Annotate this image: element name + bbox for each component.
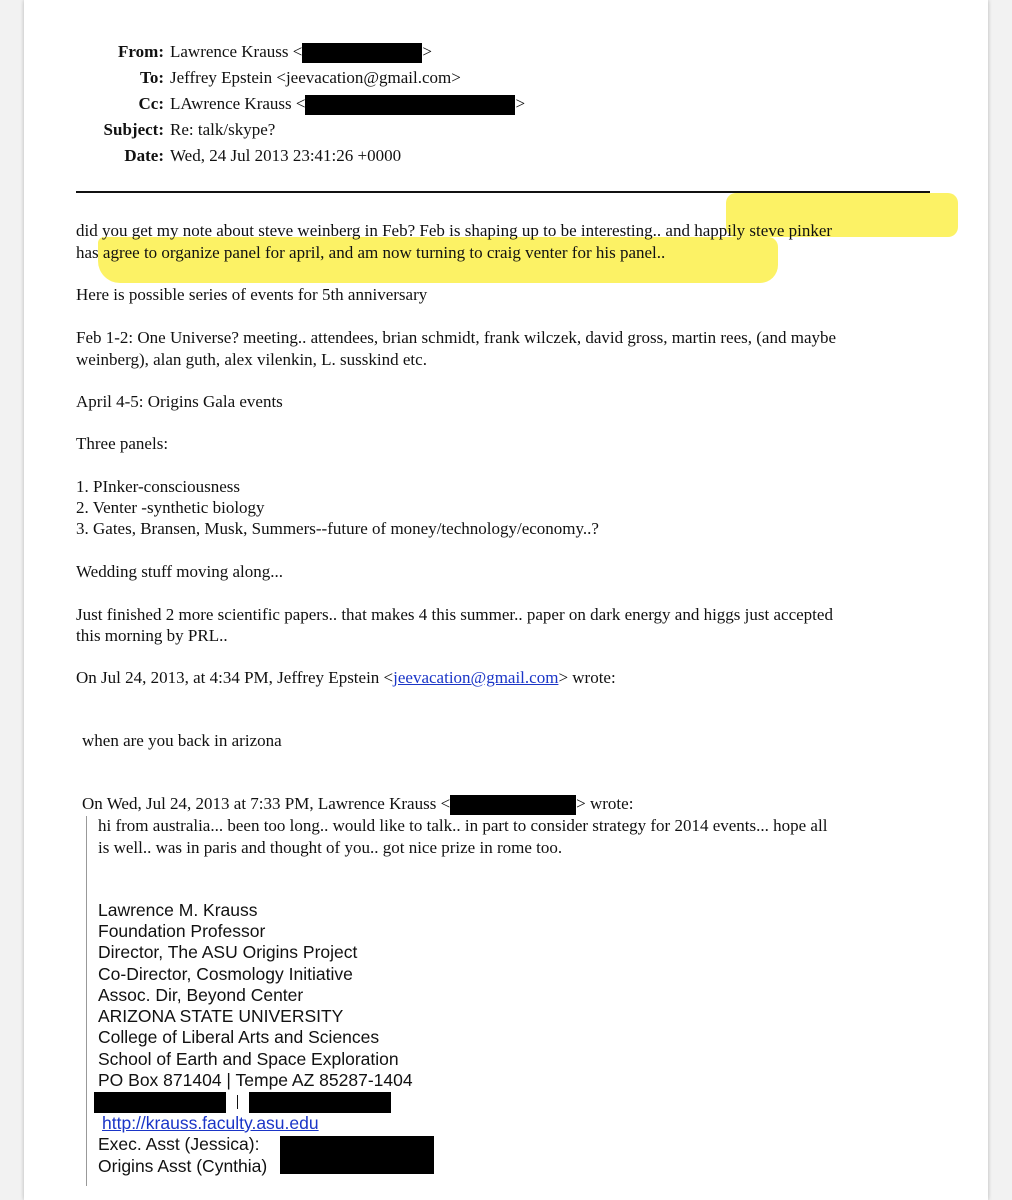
body-line: Three panels: bbox=[76, 434, 169, 453]
body-line: April 4-5: Origins Gala events bbox=[76, 392, 283, 411]
date-label: Date: bbox=[124, 146, 164, 165]
from-close: > bbox=[422, 42, 432, 61]
exec-asst-line bbox=[98, 1134, 259, 1155]
header-divider bbox=[76, 191, 930, 193]
redaction-box bbox=[302, 43, 422, 63]
body-line: Here is possible series of events for 5th anniversary bbox=[76, 285, 428, 304]
signature-line: Co-Director, Cosmology Initiative bbox=[98, 964, 353, 984]
quote-suffix: > wrote: bbox=[576, 794, 634, 813]
body-line: Wedding stuff moving along... bbox=[76, 562, 284, 581]
document-page bbox=[24, 0, 988, 1200]
exec-asst-label: Exec. Asst (Jessica): bbox=[98, 1134, 260, 1154]
reply-header bbox=[76, 668, 616, 688]
subject-value: Re: talk/skype? bbox=[170, 120, 276, 139]
signature-line: Director, The ASU Origins Project bbox=[98, 942, 358, 962]
signature-line: Assoc. Dir, Beyond Center bbox=[98, 985, 304, 1005]
cc-value bbox=[170, 94, 525, 115]
body-line: this morning by PRL.. bbox=[76, 626, 228, 645]
redacted-phone-row bbox=[94, 1091, 391, 1113]
body-line: Feb 1-2: One Universe? meeting.. attendees, brian schmidt, frank wilczek, david gross, martin rees, (and maybe bbox=[76, 328, 837, 347]
redaction-box bbox=[94, 1092, 226, 1113]
reply-suffix: > wrote: bbox=[558, 668, 616, 687]
from-value bbox=[170, 42, 432, 63]
signature-line: School of Earth and Space Exploration bbox=[98, 1049, 399, 1069]
separator-bar bbox=[237, 1095, 238, 1109]
email-link[interactable]: jeevacation@gmail.com bbox=[393, 668, 559, 687]
signature-line: PO Box 871404 | Tempe AZ 85287-1404 bbox=[98, 1070, 413, 1090]
signature-line: College of Liberal Arts and Sciences bbox=[98, 1027, 380, 1047]
date-value: Wed, 24 Jul 2013 23:41:26 +0000 bbox=[170, 146, 402, 165]
panel-item: 3. Gates, Bransen, Musk, Summers--future of money/technology/economy..? bbox=[76, 519, 599, 538]
panel-item: 2. Venter -synthetic biology bbox=[76, 498, 265, 517]
body-line: Just finished 2 more scientific papers.. that makes 4 this summer.. paper on dark energy and higgs just accepted bbox=[76, 605, 833, 624]
redaction-box bbox=[305, 95, 515, 115]
cc-name: LAwrence Krauss < bbox=[170, 94, 306, 113]
body-line: has agree to organize panel for april, and am now turning to craig venter for his panel.. bbox=[76, 243, 666, 262]
redaction-box bbox=[249, 1092, 391, 1113]
quote-bar bbox=[86, 816, 87, 1186]
reply-prefix: On Jul 24, 2013, at 4:34 PM, Jeffrey Epstein < bbox=[76, 668, 394, 687]
signature-line: Lawrence M. Krauss bbox=[98, 900, 258, 920]
origins-asst-label: Origins Asst (Cynthia) bbox=[98, 1156, 268, 1176]
faculty-url-link[interactable]: http://krauss.faculty.asu.edu bbox=[102, 1113, 319, 1133]
origins-asst-line bbox=[98, 1156, 267, 1177]
panel-item: 1. PInker-consciousness bbox=[76, 477, 240, 496]
subject-label: Subject: bbox=[103, 120, 164, 139]
cc-close: > bbox=[515, 94, 526, 113]
signature-line: Foundation Professor bbox=[98, 921, 266, 941]
redaction-box bbox=[280, 1136, 434, 1174]
signature-line: ARIZONA STATE UNIVERSITY bbox=[98, 1006, 344, 1026]
quote-header bbox=[82, 794, 633, 815]
body-line: did you get my note about steve weinberg in Feb? Feb is shaping up to be interesting.. and happily steve pinker bbox=[76, 221, 833, 240]
cc-label: Cc: bbox=[138, 94, 164, 113]
from-name: Lawrence Krauss < bbox=[170, 42, 303, 61]
to-label: To: bbox=[140, 68, 164, 87]
quote-prefix: On Wed, Jul 24, 2013 at 7:33 PM, Lawrence Krauss < bbox=[82, 794, 451, 813]
to-value: Jeffrey Epstein <jeevacation@gmail.com> bbox=[170, 68, 461, 87]
redaction-box bbox=[450, 795, 576, 815]
body-line: weinberg), alan guth, alex vilenkin, L. susskind etc. bbox=[76, 350, 427, 369]
quote-line: hi from australia... been too long.. would like to talk.. in part to consider strategy for 2014 events... hope all bbox=[98, 816, 828, 835]
quote-line: is well.. was in paris and thought of you.. got nice prize in rome too. bbox=[98, 838, 563, 857]
from-label: From: bbox=[118, 42, 164, 61]
reply-text: when are you back in arizona bbox=[82, 731, 282, 750]
